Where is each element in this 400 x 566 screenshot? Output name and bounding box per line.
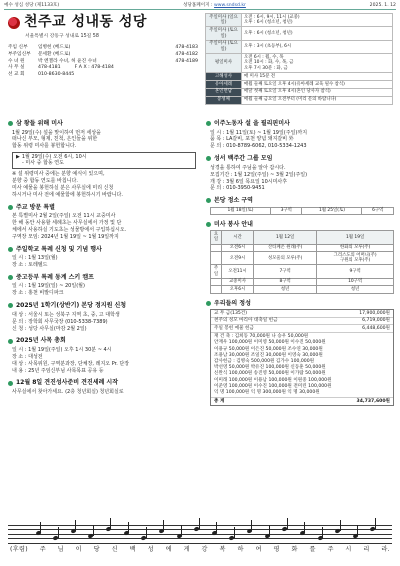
parish-header: [8, 14, 198, 78]
cleaning-district-section: [206, 197, 394, 215]
schedule-row: [206, 96, 393, 104]
contact-value: 문세환 (베드로): [38, 52, 71, 58]
schedule-value: 매월 둘째 토요일 오후 4시(유아세례 교육 필수 참석): [242, 80, 393, 88]
donor-line: 이준영 100,000원 이수진 100,000원 전미린 100,000원: [214, 383, 332, 389]
offering-section: [206, 300, 394, 407]
lyric-syllable: 당: [93, 546, 100, 553]
homepage-label: [183, 3, 246, 9]
table-cell: 청년: [317, 286, 394, 294]
text-line: 하시거나 미사 전에 예물함에 봉헌하시기 바랍니다.: [12, 191, 123, 198]
offering-box: [210, 309, 394, 406]
bulletin-date: 2025. 1. 12: [369, 3, 396, 8]
text-line: 장 소 : 토레텔드: [12, 262, 48, 269]
text-line: 한 해 동안 사용할 세례초는 사무실에서 가정 및 단: [12, 220, 122, 227]
lyric-syllable: 를: [309, 546, 316, 553]
lyric-syllable: 주: [39, 546, 46, 553]
schedule-value: 오전 6시 : 월, 수, 목 오전 10시 : 화, 수, 목, 금 오후 7시 30분 : 화, 금: [242, 54, 393, 73]
text-line: 일 시 : 1월 11일(토) ~ 1월 19일(주일)까지: [210, 129, 308, 136]
table-cell: 7구역: [254, 265, 317, 278]
box-line: - 미사 중 합동 연도: [22, 160, 64, 167]
note-stem: [58, 527, 59, 538]
lyric-syllable: 성: [147, 546, 154, 553]
section-title: 2025년 1학기(상반기) 본당 정지원 신청: [16, 302, 127, 310]
note-stem: [234, 527, 235, 538]
contact-key: 수 녀 원: [8, 58, 25, 64]
donor-line: 익 명 100,000원 익 명 300,000원 익 명 30,000원: [214, 389, 320, 395]
contact-tel: 478-4183: [175, 45, 198, 51]
text-line: 신 청 : 성당 사무실(마감 2월 2일): [12, 325, 87, 332]
table-cell: 성모울의 모루(주): [254, 252, 317, 265]
holiday-goods-section: [206, 120, 394, 150]
lyric-syllable: 라.: [381, 546, 390, 553]
lyric-syllable: 평: [273, 546, 280, 553]
note-stem: [322, 527, 323, 538]
bullet-icon: [8, 121, 13, 126]
section-title: 주일학교 특례 신청 및 기념 행사: [16, 245, 102, 253]
arrow-icon: ▶: [16, 154, 20, 161]
table-row: [211, 265, 394, 278]
text-line: 개 강 : 3월 6일 목요일 10시미사후: [210, 178, 288, 185]
bishop-visit-section: [8, 204, 196, 241]
note-stem: [340, 520, 341, 531]
note-stem: [163, 520, 164, 531]
section-title: 성서 백주간 그룹 모임: [214, 155, 273, 163]
box-line: 1월 29일(수) 오전 6시, 10시: [21, 154, 87, 161]
lyric-syllable: 리: [363, 546, 370, 553]
table-cell: 산티페온 원래(주): [254, 244, 317, 252]
contact-row: [8, 72, 198, 79]
table-row: [211, 286, 394, 294]
text-line: 구역장 모임: 2024년 1월 19일 ~ 1월 19일까지: [12, 234, 119, 240]
total-amount: 34,737,600원: [356, 398, 390, 404]
schedule-header: 평일미사: [206, 54, 242, 73]
text-line: 떠나신 부모, 형제, 친척, 은인들을 위한: [12, 136, 98, 143]
bible-study-section: [206, 155, 394, 192]
text-line: 미사 예물을 봉헌하실 분은 사무실에 미리 신청: [12, 185, 114, 191]
schedule-value: 매 미사 15분 전: [242, 73, 393, 81]
table-header-cell: 시간: [222, 231, 254, 244]
table-header-cell: 1월 19일: [317, 231, 394, 244]
table-cell: [211, 244, 222, 252]
text-line: 본 특별미사 2월 2일(주일) 오전 11시 교중미사: [12, 213, 116, 220]
note-stem: [357, 525, 358, 536]
table-cell: 오전9시: [222, 252, 254, 265]
note-stem: [40, 522, 41, 533]
schedule-header: 주일미사 (토요일): [206, 40, 242, 53]
contact-value: 임병헌 (베드로): [38, 45, 71, 51]
bullet-icon: [8, 381, 13, 386]
schedule-header: 혼인면담: [206, 88, 242, 96]
text-line: 대 상 : 서울시 또는 성북구 지역 초, 중, 고 대학생: [12, 311, 120, 318]
contact-value: 010-8630-8445: [38, 71, 75, 77]
note-stem: [75, 520, 76, 531]
bullet-icon: [8, 339, 13, 344]
note-stem: [146, 527, 147, 538]
lyric-syllable: 게: [183, 546, 190, 553]
section-title: 삼 왕들 위해 미사: [16, 120, 63, 127]
text-line: 일 시 : 1월 13일(월): [12, 255, 58, 262]
table-cell: 오후6시: [222, 286, 254, 294]
sunday-school-section: [8, 246, 196, 269]
note-stem: [93, 525, 94, 536]
lyric-syllable: 님: [57, 546, 64, 553]
table-cell: 주일: [211, 265, 222, 278]
donor-line: 조용남 30,000원 조일진 30,000원 이영숙 30,000원: [214, 352, 323, 358]
bullet-icon: [8, 303, 13, 308]
text-line: 문 의 : 장학회 사무국장 (010-5338-7389): [12, 318, 108, 325]
right-column: [206, 120, 394, 412]
table-cell: [211, 286, 222, 294]
donor-line: 안재우 100,000원 이미영 50,000원 이수진 50,000원: [214, 340, 326, 346]
bullet-icon: [206, 222, 211, 227]
schedule-value: 오후 : 6시 (청소년, 청년): [242, 27, 393, 40]
table-row: [211, 278, 394, 286]
note-stem: [304, 522, 305, 533]
table-row: [211, 252, 394, 265]
text-line: 대 상 : 사목위원, 구역분과장, 단체장, 레지오 Pr. 단장: [12, 360, 130, 367]
text-line: 문 의 : 010-8789-6062, 010-5334-1243: [210, 143, 307, 150]
table-cell: 1월 25일(토): [302, 207, 362, 215]
offering-amount: 6,719,000원: [362, 318, 390, 324]
contact-value: 박 엔젤라 수녀, 허 윤진 수녀: [38, 58, 97, 64]
contact-tel: 478-4189: [175, 58, 198, 64]
offering-label: 주일 봉헌 예물 헌금: [214, 325, 254, 331]
contact-extra: F A X : 478-4184: [74, 65, 114, 71]
offering-label: 천주의 성모 마리아 대축일 헌금: [214, 318, 278, 324]
contact-row: [8, 52, 198, 59]
lunar-new-year-mass-section: [8, 120, 196, 198]
text-line: 분향 중 합동 연도를 바칩니다.: [12, 178, 78, 185]
bullet-icon: [8, 275, 13, 280]
offering-label: 교 무 금(135건): [214, 310, 248, 316]
note-stem: [375, 518, 376, 529]
lyric-syllable: 여: [255, 546, 262, 553]
schedule-row: [206, 40, 393, 53]
text-line: ※ 설 위령미사 중에는 분향 예식이 있으며,: [12, 171, 105, 178]
contact-row: [8, 65, 198, 72]
bullet-icon: [8, 247, 13, 252]
top-bar: [4, 3, 396, 10]
table-header-cell: 1월 12일: [254, 231, 317, 244]
lyric-syllable: 신: [111, 546, 118, 553]
text-line: 사무실에서 찾아가세요. (2층 청년회실) 청년회실로: [12, 388, 124, 395]
section-title: 우리들의 정성: [214, 299, 251, 307]
note-stem: [251, 520, 252, 531]
donor-list: [211, 333, 393, 398]
bullet-icon: [206, 198, 211, 203]
lyric-syllable: 에: [165, 546, 172, 553]
text-line: 내 용 : 25년 주임신부님 사목목표 공유 등: [12, 367, 104, 374]
mass-service-section: [206, 221, 394, 294]
donor-line: 박선영 50,000원 박유진 100,000원 신동훈 50,000원: [214, 365, 326, 371]
table-cell: 9구역: [317, 265, 394, 278]
donor-line: 신완식 100,000원 송진영 50,000원 이가람 50,000원: [214, 371, 326, 377]
homepage-prefix: 성당홈페이지 :: [182, 3, 213, 8]
lyric-syllable: 주: [327, 546, 334, 553]
schedule-value: 오후 : 3시 (초등부), 6시: [242, 40, 393, 53]
confirmation-section: [8, 379, 196, 395]
donor-line: 이용규 50,000원 이은진 50,000원 조수연 30,000원: [214, 346, 323, 352]
offering-amount: 6,448,600원: [362, 325, 390, 331]
table-cell: [211, 252, 222, 265]
scholarship-section: [8, 302, 196, 332]
ski-camp-section: [8, 274, 196, 297]
page-title: 천주교 성내동 성당: [24, 14, 147, 30]
schedule-value: 오전 : 6시, 9시, 11시 (교중) 오후 : 6시 (청소년, 청년): [242, 14, 393, 27]
mass-service-table: [210, 230, 394, 294]
schedule-header: 주일미사 (일요일): [206, 14, 242, 27]
table-cell: 1월 18일(토): [211, 207, 271, 215]
homepage-link[interactable]: www.sndsd.kr: [214, 3, 246, 8]
lyric-syllable: 복: [219, 546, 226, 553]
lyric-syllable: 하: [237, 546, 244, 553]
bulletin-issue: 예수 성심 성당 (제1133호): [4, 3, 60, 8]
note-stem: [181, 525, 182, 536]
schedule-header: 봉성체: [206, 96, 242, 104]
table-cell: 3구역: [270, 207, 302, 215]
text-line: 1월 29일(수) 설을 맞이하여 먼저 세상을: [12, 129, 102, 136]
text-line: 합동 위령 미사를 봉헌합니다.: [12, 143, 77, 150]
parish-address: 서울특별시 강동구 성내로 15길 58: [25, 33, 99, 39]
left-column: [8, 120, 196, 401]
lyric-syllable: 이: [75, 546, 82, 553]
note-stem: [128, 522, 129, 533]
lyric-syllable: 강: [201, 546, 208, 553]
contact-list: [8, 45, 198, 78]
bullet-icon: [206, 301, 211, 306]
schedule-row: [206, 73, 393, 81]
lyric-syllable: 백: [129, 546, 136, 553]
section-title: 이주노동자 설 을 필리핀미사: [214, 120, 290, 127]
note-stem: [199, 518, 200, 529]
schedule-row: [206, 27, 393, 40]
section-title: 미사 봉사 안내: [214, 220, 253, 228]
schedule-value: 매달 첫째 토요일 오후 4시(혼인 당사자 참석): [242, 88, 393, 96]
table-cell: 교중미사: [222, 278, 254, 286]
table-cell: 그리스도의 어머니(주) 구원의 모후(주): [317, 252, 394, 265]
contact-tel: 478-4182: [175, 52, 198, 58]
text-line: 품 목 : LA갈비, 포천 양념 돼지갈비 外: [210, 136, 294, 143]
lyric-syllable: 시: [345, 546, 352, 553]
offering-amount: 17,900,000원: [359, 310, 390, 316]
bullet-icon: [206, 121, 211, 126]
section-title: 2025년 사목 총회: [16, 337, 66, 345]
text-line: 장 소 : 홍천 비발디파크: [12, 290, 64, 297]
text-line: 일 시 : 1월 19일(주일) 오후 1시 30분 ~ 4시: [12, 346, 112, 353]
contact-key: 부주임신부: [8, 52, 31, 58]
mass-schedule-table: [205, 13, 393, 105]
note-stem: [110, 518, 111, 529]
parish-logo-icon: [8, 17, 20, 29]
table-cell: 10구역: [317, 278, 394, 286]
table-cell: 한화의 모루(주): [317, 244, 394, 252]
contact-key: 주임 신부: [8, 45, 28, 51]
text-line: 모집기간 : 1월 12일(주일) ~ 3월 2일(주일): [210, 171, 308, 178]
section-title: 주교 방문 특별: [16, 203, 55, 211]
note-stem: [269, 525, 270, 536]
note-stem: [216, 522, 217, 533]
table-cell: [211, 278, 222, 286]
text-line: 체에서 사용하실 기도초는 성물방에서 구입하십시오.: [12, 227, 127, 234]
bullet-icon: [206, 156, 211, 161]
note-stem: [287, 518, 288, 529]
contact-key: 선 교 회: [8, 71, 25, 77]
table-row: [211, 244, 394, 252]
lyric-syllable: 화: [291, 546, 298, 553]
donor-line: 이미래 100,000원 이용남 100,000원 이원중 100,000원: [214, 377, 332, 383]
music-staff: [8, 525, 392, 543]
schedule-row: [206, 88, 393, 96]
schedule-row: [206, 54, 393, 73]
schedule-row: [206, 14, 393, 27]
section-title: 12월 8일 견진성사준비 견진세례 시작: [16, 379, 119, 387]
total-label: 총 계: [214, 398, 225, 404]
section-title: 본당 정소 구역: [214, 197, 253, 205]
table-header-cell: 요일: [211, 231, 222, 244]
schedule-header: 유아세례: [206, 80, 242, 88]
text-line: 장 소 : 대성전: [12, 353, 43, 360]
hymn-staff: [8, 521, 392, 555]
bullet-icon: [8, 205, 13, 210]
hymn-lyrics: [10, 546, 390, 554]
donor-line: 재 건 축 : 김희동 70,000원 나 승우 50,000원: [214, 334, 309, 340]
table-cell: 청년: [254, 286, 317, 294]
text-line: 성경을 통하여 주님을 알아 갑시다.: [210, 164, 286, 171]
section-title: 중고등부 특례 동계 스키 캠프: [16, 273, 94, 281]
schedule-header: 고해성사: [206, 73, 242, 81]
schedule-header: 주일미사 (토요일): [206, 27, 242, 40]
lyric-syllable: (후렴): [10, 546, 28, 553]
table-cell: 8구역: [254, 278, 317, 286]
text-line: 일 시 : 1월 19일(일) ~ 20일(월): [12, 283, 85, 290]
contact-row: [8, 45, 198, 52]
mass-time-box: [12, 152, 196, 170]
pastoral-assembly-section: [8, 337, 196, 374]
contact-value: 478-4181: [38, 65, 61, 71]
contact-key: 사 무 실: [8, 65, 25, 71]
table-cell: 오전11시: [222, 265, 254, 278]
cleaning-table: [210, 207, 394, 216]
schedule-value: 매월 둘째 금요일 오전부터 (미리 문의 바랍니다): [242, 96, 393, 104]
schedule-row: [206, 80, 393, 88]
table-header-row: [211, 231, 394, 244]
table-cell: 오전6시: [222, 244, 254, 252]
table-cell: 6구역: [362, 207, 394, 215]
donor-line: 감사헌금 : 김병숙 500,000원 김가수 100,000원: [214, 358, 315, 364]
text-line: 문 의 : 010-3950-9451: [210, 185, 265, 192]
